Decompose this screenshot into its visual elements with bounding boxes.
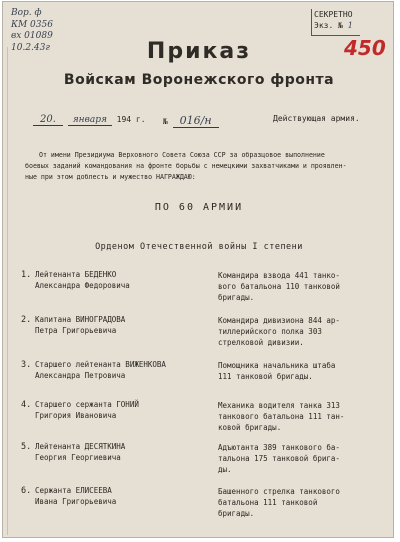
- awardee-position: [218, 270, 340, 303]
- secrecy-box: [311, 9, 360, 36]
- copy-label: Экз. №: [314, 21, 343, 30]
- copy-number: 1: [347, 21, 353, 30]
- awardee-number: 2.: [21, 315, 32, 325]
- awardee-position: [218, 486, 340, 519]
- awardee-rank: Сержанта ЕЛИСЕЕВА: [35, 486, 112, 495]
- order-number: 016/н: [173, 114, 219, 128]
- awardee-position: [218, 400, 344, 433]
- date-day: 20.: [33, 114, 63, 126]
- order-number-label: №: [163, 117, 168, 126]
- stamp-line: Вор. ф: [11, 8, 42, 18]
- awardee-name: Александра Петровича: [35, 371, 126, 380]
- awardee-rank: Лейтенанта БЕДЕНКО: [35, 270, 117, 279]
- position-line: танкового батальона 111 тан-: [218, 412, 345, 421]
- awardee-name: Ивана Григорьевича: [35, 497, 117, 506]
- position-line: тиллерийского полка 303: [218, 327, 322, 336]
- page-subtitle: Войскам Воронежского фронта: [63, 72, 335, 88]
- awardee-entry: [3, 360, 395, 400]
- awardee-rank: Капитана ВИНОГРАДОВА: [35, 315, 126, 324]
- position-line: Командира дивизиона 844 ар-: [218, 316, 340, 325]
- awardee-number: 5.: [21, 442, 32, 452]
- position-line: Командира взвода 441 танко-: [218, 271, 340, 280]
- order-number-line: [163, 114, 219, 128]
- secret-label: СЕКРЕТНО: [314, 10, 353, 19]
- position-line: бригады.: [218, 509, 255, 518]
- awardee-number: 1.: [21, 270, 32, 280]
- awardee-rank: Лейтенанта ДЕСЯТКИНА: [35, 442, 126, 451]
- awardee-position: [218, 442, 340, 475]
- stamp-line: 10.2.43г: [11, 42, 50, 53]
- position-line: 111 танковой бригады.: [218, 372, 313, 381]
- awardee-name: Александра Федоровича: [35, 281, 130, 290]
- awardee-entry: [3, 400, 395, 440]
- position-line: ковой бригады.: [218, 423, 282, 432]
- position-line: батальона 111 танковой: [218, 498, 318, 507]
- date-month: января: [68, 115, 112, 126]
- awardee-rank: Старшего лейтенанта ВИЖЕНКОВА: [35, 360, 166, 369]
- document-sheet: [2, 1, 394, 538]
- position-line: вого батальона 110 танковой: [218, 282, 340, 291]
- awardee-position: [218, 360, 335, 382]
- awardee-rank: Старшего сержанта ГОНИЙ: [35, 400, 139, 409]
- preamble: [25, 150, 377, 183]
- preamble-line: ные при этом доблесть и мужество НАГРАЖДАЮ:: [25, 173, 196, 181]
- position-line: бригады.: [218, 293, 255, 302]
- awardee-name: Григория Ивановича: [35, 411, 117, 420]
- position-line: Башенного стрелка танкового: [218, 487, 340, 496]
- date-line: [33, 114, 146, 126]
- position-line: Помощника начальника штаба: [218, 361, 336, 370]
- position-line: Адъютанта 389 танкового ба-: [218, 443, 340, 452]
- position-line: стрелковой дивизии.: [218, 338, 304, 347]
- awardee-entry: [3, 315, 395, 355]
- awardee-number: 6.: [21, 486, 32, 496]
- awardee-position: [218, 315, 340, 348]
- awardee-name: Георгия Георгиевича: [35, 453, 121, 462]
- order-heading: Орденом Отечественной войны I степени: [95, 242, 303, 252]
- position-line: ды.: [218, 465, 232, 474]
- awardee-number: 3.: [21, 360, 32, 370]
- awardee-entry: [3, 442, 395, 482]
- position-line: тальона 175 танковой брига-: [218, 454, 340, 463]
- stamp-line: КМ 0356: [11, 19, 53, 30]
- awardee-entry: [3, 486, 395, 526]
- awardee-entry: [3, 270, 395, 310]
- date-year: 194 г.: [116, 115, 146, 124]
- army-heading: ПО 60 АРМИИ: [154, 202, 244, 213]
- awardee-name: Петра Григорьевича: [35, 326, 117, 335]
- place-of-issue: Действующая армия.: [273, 114, 360, 123]
- position-line: Механика водителя танка 313: [218, 401, 340, 410]
- awardee-number: 4.: [21, 400, 32, 410]
- page-title: Приказ: [146, 39, 252, 64]
- preamble-line: От имени Президиума Верховного Совета Союза ССР за образцовое выполнение: [39, 151, 325, 159]
- stamp-line: вх 01089: [11, 31, 53, 41]
- archive-number: 450: [344, 36, 386, 60]
- preamble-line: боевых заданий командования на фронте борьбы с немецкими захватчиками и проявлен-: [25, 162, 347, 170]
